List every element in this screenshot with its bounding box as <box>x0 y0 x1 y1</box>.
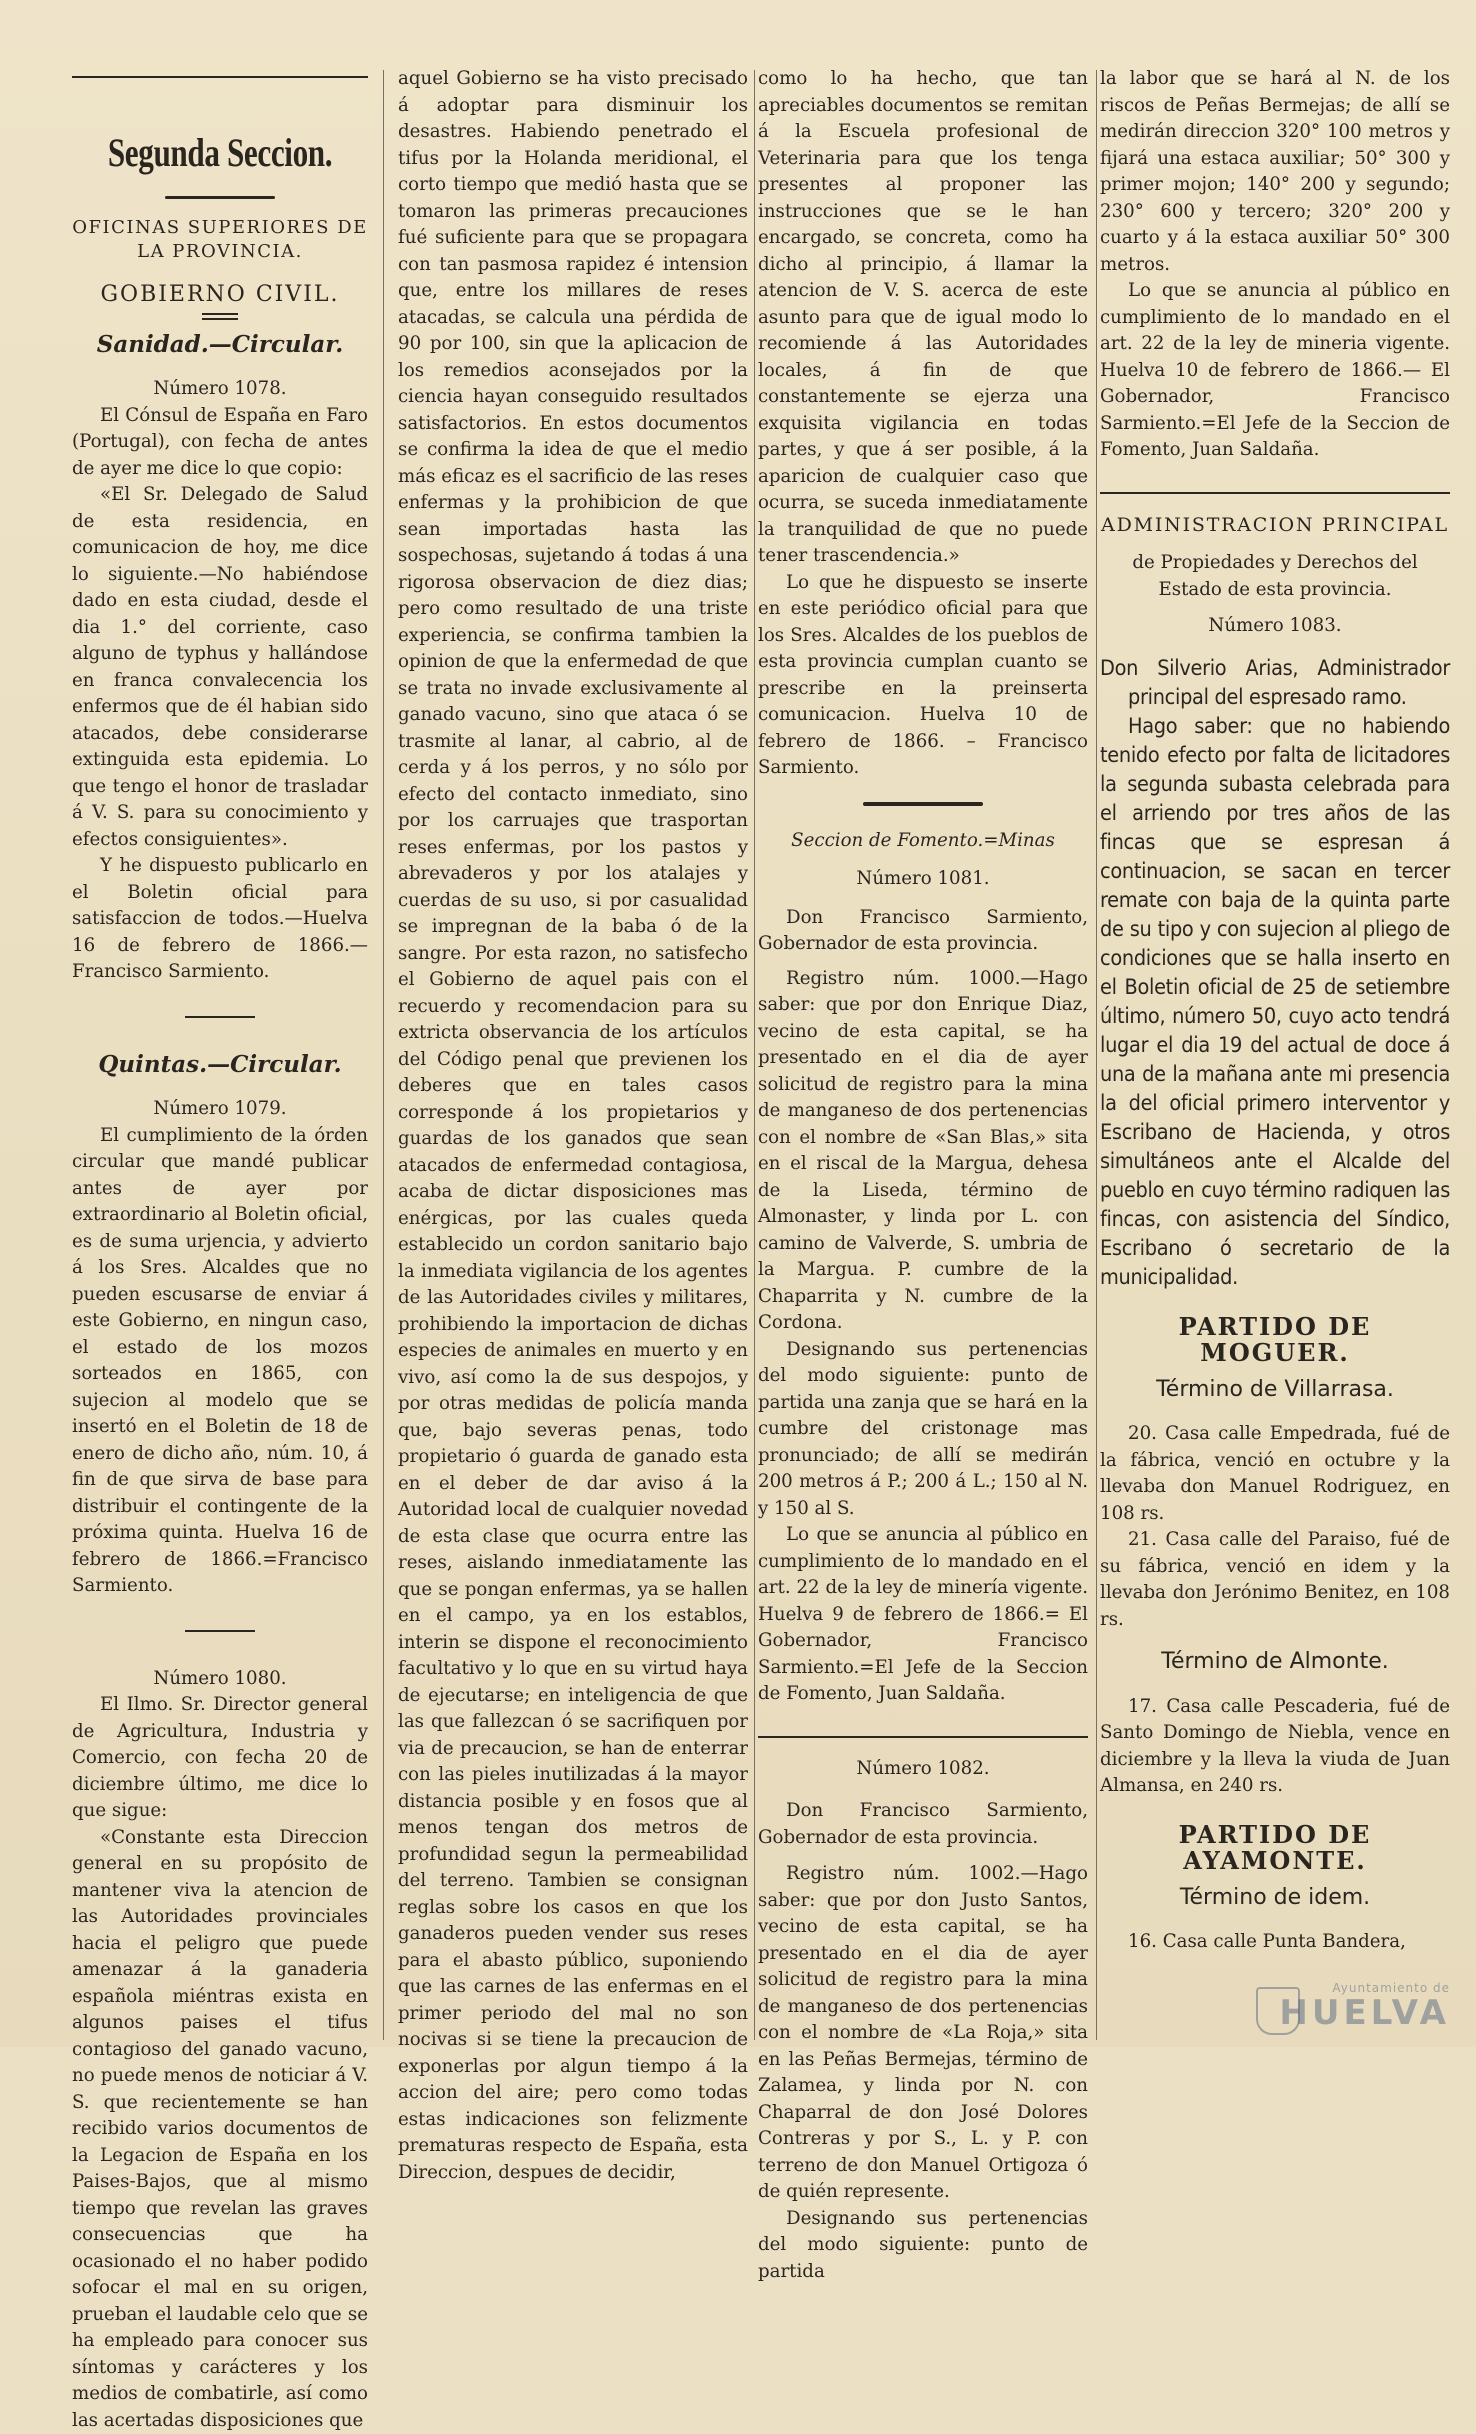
paragraph: Designando sus pertenencias del modo siguiente: punto de partida <box>758 2206 1088 2286</box>
fomento-heading: Seccion de Fomento.=Minas <box>758 828 1088 855</box>
paragraph: Y he dispuesto publicarlo en el Boletin oficial para satisfaccion de todos.—Huelva 16 de febrero de 1866.—Francisco Sarmiento. <box>72 853 368 986</box>
separator <box>185 1016 255 1018</box>
paragraph: Don Francisco Sarmiento, Gobernador de esta provincia. <box>758 1798 1088 1851</box>
paragraph: «El Sr. Delegado de Salud de esta residencia, en comunicacion de hoy, me dice lo siguiente.—No habiéndose dado en esta ciudad, desde el dia 1.° del corriente, caso alguno de typhus y hallándose en franca convalecencia los enfermos que de él habian sido atacados, debe considerarse extinguida esta epidemia. Lo que tengo el honor de trasladar á V. S. para su conocimiento y efectos consiguientes». <box>72 482 368 853</box>
termino-heading: Término de Almonte. <box>1100 1649 1450 1676</box>
notice-number: Número 1083. <box>1100 613 1450 640</box>
column-divider <box>383 70 384 2040</box>
paragraph: El Ilmo. Sr. Director general de Agricultura, Industria y Comercio, con fecha 20 de diciembre último, me dice lo que sigue: <box>72 1692 368 1825</box>
paragraph: Lo que se anuncia al público en cumplimiento de lo mandado en el art. 22 de la ley de minería vigente. Huelva 9 de febrero de 1866.= El Gobernador, Francisco Sarmiento.=El Jefe de la Seccion de Fomento, Juan Saldaña. <box>758 1522 1088 1708</box>
column-1 <box>72 60 368 2045</box>
separator <box>185 1630 255 1632</box>
termino-heading: Término de idem. <box>1100 1885 1450 1912</box>
separator <box>758 1736 1088 1738</box>
paragraph: la labor que se hará al N. de los riscos de Peñas Bermejas; de allí se medirán direccion 320° 100 metros y fijará una estaca auxiliar; 50° 300 y primer mojon; 140° 200 y segundo; 230° 600 y tercero; 320° 200 y cuarto y á la estaca auxiliar 50° 300 metros. <box>1100 66 1450 278</box>
paragraph: Registro núm. 1000.—Hago saber: que por don Enrique Diaz, vecino de esta capital, se ha presentado en el dia de ayer solicitud de registro para la mina de manganeso de dos pertenencias con el nombre de «San Blas,» sita en el riscal de la Margua, dehesa de la Liseda, término de Almonaster, y linda por L. con camino de Valverde, S. umbria de la Margua. P. cumbre de la Chaparrita y N. cumbre de la Cordona. <box>758 966 1088 1337</box>
list-item: 21. Casa calle del Paraiso, fué de su fábrica, venció en idem y la llevaba don Jerónimo Benitez, en 108 rs. <box>1100 1527 1450 1633</box>
sanidad-heading: Sanidad.—Circular. <box>72 332 368 359</box>
notice-number: Número 1080. <box>72 1666 368 1693</box>
paragraph: aquel Gobierno se ha visto precisado á adoptar para disminuir los desastres. Habiendo penetrado el tifus por la Holanda meridional, el corto tiempo que medió hasta que se tomaron las primeras precauciones fué suficiente para que se propagara con tan pasmosa rapidez é intension que, entre los millares de reses atacadas, se calcula una pérdida de 90 por 100, sin que la aplicacion de los remedios aconsejados por la ciencia hayan conseguido resultados satisfactorios. En estos documentos se confirma la idea de que el medio más eficaz es el sacrificio de las reses enfermas y la prohibicion de que sean importadas hasta las sospechosas, sujetando á todas á una rigorosa observacion de diez dias; pero como resultado de una triste experiencia, se confirma tambien la opinion de que la enfermedad de que se trata no invade exclusivamente al ganado vacuno, sino que ataca ó se trasmite al lanar, al cabrio, al de cerda y á los perros, y no sólo por efecto del contacto inmediato, sino por los carruajes que trasportan reses enfermas, por los pastos y abrevaderos y por los atalajes y cuerdas de su uso, si por casualidad se impregnan de la baba ó de la sangre. Por esta razon, no satisfecho el Gobierno de aquel pais con el recuerdo y recomendacion para su extricta observancia de los artículos del Código penal que previenen los deberes que en tales casos corresponde á los propietarios y guardas de los ganados que sean atacados de enfermedad contagiosa, acaba de dictar disposiciones mas enérgicas, por las cuales queda establecido un cordon sanitario bajo la inmediata vigilancia de los agentes de las Autoridades civiles y militares, prohibiendo la importacion de dichas especies de animales en muerto y en vivo, así como la de sus despojos, y por otras medidas de policía manda que, bajo severas penas, todo propietario ó guarda de ganado esta en el deber de dar aviso á la Autoridad local de cualquier novedad de esta clase que ocurra entre las reses, aislando inmediatamente las que se pongan enfermas, ya se hallen en el campo, ya en los establos, interin se dispone el reconocimiento facultativo y lo que en su virtud haya de ejecutarse; en inteligencia de que las que fallezcan ó se sacrifiquen por via de precaucion, se han de enterrar con las pieles inutilizadas á la mayor distancia posible y en fosos que al menos tengan dos metros de profundidad segun la permeabilidad del terreno. Tambien se consignan reglas sobre los casos en que los ganaderos pueden vender sus reses para el abasto público, suponiendo que las carnes de las enfermas en el primer periodo del mal no son nocivas si se tiene la precaucion de exponerlas por algun tiempo á la accion del aire; pero como todas estas indicaciones son felizmente prematuras respecto de España, esta Direccion, despues de decidir, <box>398 66 748 2186</box>
paragraph: como lo ha hecho, que tan apreciables documentos se remitan á la Escuela profesional de Veterinaria para que los tenga presentes al proponer las instrucciones que se le han encargado, se concreta, como ha dicho al principio, á llamar la atencion de V. S. acerca de este asunto para que de igual modo lo recomiende á las Autoridades locales, á fin de que constantemente se ejerza una exquisita vigilancia en todas partes, y que á ser posible, á la aparicion de cualquier caso que ocurra, se suceda inmediatamente la tranquilidad de que no puede tener trascendencia.» <box>758 66 1088 570</box>
partido-heading: PARTIDO DE AYAMONTE. <box>1100 1822 1450 1875</box>
notice-number: Número 1078. <box>72 376 368 403</box>
paragraph: Hago saber: que no habiendo tenido efecto por falta de licitadores la segunda subasta celebrada para el arriendo por tres años de las fincas que se espresan á continuacion, se sacan en tercer remate con baja de la quinta parte de su tipo y con sujecion al pliego de condiciones que se halla inserto en el Boletin oficial de 25 de setiembre último, número 50, cuyo acto tendrá lugar el dia 19 del actual de doce á una de la mañana ante mi presencia la del oficial primero interventor y Escribano de Hacienda, y otros simultáneos ante el Alcalde del pueblo en cuyo término radiquen las fincas, con asistencia del Síndico, Escribano ó secretario de la municipalidad. <box>1100 712 1450 1292</box>
column-4 <box>1100 66 1450 2051</box>
partido-heading: PARTIDO DE MOGUER. <box>1100 1314 1450 1367</box>
quintas-heading: Quintas.—Circular. <box>72 1052 368 1079</box>
paragraph: El Cónsul de España en Faro (Portugal), con fecha de antes de ayer me dice lo que copio: <box>72 403 368 483</box>
notice-number: Número 1079. <box>72 1096 368 1123</box>
double-rule <box>202 313 238 320</box>
paragraph: «Constante esta Direccion general en su propósito de mantener viva la atencion de las Autoridades provinciales hacia el peligro que puede amenazar á la ganaderia española miéntras exista en algunos paises el tifus contagioso del ganado vacuno, no puede menos de noticiar á V. S. que recientemente se han recibido varios documentos de la Legacion de España en los Paises-Bajos, que al mismo tiempo que revelan las graves consecuencias que ha ocasionado el no haber podido sofocar el mal en su origen, prueban el laudable celo que se ha empleado para conocer sus síntomas y carácteres y los medios de combatirle, así como las acertadas disposiciones que <box>72 1825 368 2434</box>
list-item: 20. Casa calle Empedrada, fué de la fábrica, venció en octubre y la llevaba don Manuel Rodriguez, en 108 rs. <box>1100 1421 1450 1527</box>
paragraph: El cumplimiento de la órden circular que mandé publicar antes de ayer por extraordinario al Boletin oficial, es de suma urjencia, y advierto á los Sres. Alcaldes que no pueden escusarse de enviar á este Gobierno, en ningun caso, el estado de los mozos sorteados en 1865, con sujecion al modelo que se insertó en el Boletin de 18 de enero de dicho año, núm. 10, á fin de que sirva de base para distribuir el contingente de la próxima quinta. Huelva 16 de febrero de 1866.=Francisco Sarmiento. <box>72 1123 368 1600</box>
top-rule <box>72 76 368 78</box>
paragraph: Lo que he dispuesto se inserte en este periódico oficial para que los Sres. Alcaldes de los pueblos de esta provincia cumplan cuanto se prescribe en la preinserta comunicacion. Huelva 10 de febrero de 1866. – Francisco Sarmiento. <box>758 570 1088 782</box>
paragraph: Designando sus pertenencias del modo siguiente: punto de partida una zanja que se hará en la cumbre del cristonage mas pronunciado; de allí se medirán 200 metros á P.; 200 á L.; 150 al N. y 150 al S. <box>758 1337 1088 1523</box>
admin-heading: ADMINISTRACION PRINCIPAL <box>1100 512 1450 539</box>
paragraph: Don Francisco Sarmiento, Gobernador de esta provincia. <box>758 905 1088 958</box>
watermark-line-2: HUELVA <box>1250 1995 1450 2031</box>
separator <box>1100 492 1450 494</box>
coat-of-arms-icon <box>1256 1987 1300 2035</box>
notice-number: Número 1081. <box>758 866 1088 893</box>
watermark <box>1250 1981 1450 2039</box>
ornament-rule <box>72 190 368 204</box>
notice-number: Número 1082. <box>758 1756 1088 1783</box>
oficinas-heading: OFICINAS SUPERIORES DE LA PROVINCIA. <box>72 216 368 264</box>
termino-heading: Término de Villarrasa. <box>1100 1377 1450 1404</box>
paragraph: Lo que se anuncia al público en cumplimiento de lo mandado en el art. 22 de la ley de mineria vigente. Huelva 10 de febrero de 1866.— El Gobernador, Francisco Sarmiento.=El Jefe de la Seccion de Fomento, Juan Saldaña. <box>1100 278 1450 464</box>
column-divider <box>754 70 755 2040</box>
section-title: Segunda Seccion. <box>105 130 336 176</box>
separator <box>863 802 983 806</box>
gobierno-heading: GOBIERNO CIVIL. <box>72 282 368 309</box>
list-item: 17. Casa calle Pescaderia, fué de Santo Domingo de Niebla, vence en diciembre y la lleva la viuda de Juan Almansa, en 240 rs. <box>1100 1694 1450 1800</box>
paragraph: Don Silverio Arias, Administrador principal del espresado ramo. <box>1100 654 1450 712</box>
list-item: 16. Casa calle Punta Bandera, <box>1100 1929 1450 1956</box>
column-3 <box>758 66 1088 2051</box>
paragraph: Registro núm. 1002.—Hago saber: que por don Justo Santos, vecino de esta capital, se ha presentado en el dia de ayer solicitud de registro para la mina de manganeso de dos pertenencias con el nombre de «La Roja,» sita en las Peñas Bermejas, término de Zalamea, y linda por N. con Chaparral de don José Dolores Contreras y por S., L. y P. con terreno de don Manuel Ortigoza ó de quién represente. <box>758 1861 1088 2206</box>
admin-subheading: de Propiedades y Derechos del Estado de esta provincia. <box>1110 550 1440 603</box>
watermark-line-1: Ayuntamiento de <box>1250 1981 1450 1995</box>
column-divider <box>1096 70 1097 2040</box>
column-2 <box>398 66 748 2051</box>
